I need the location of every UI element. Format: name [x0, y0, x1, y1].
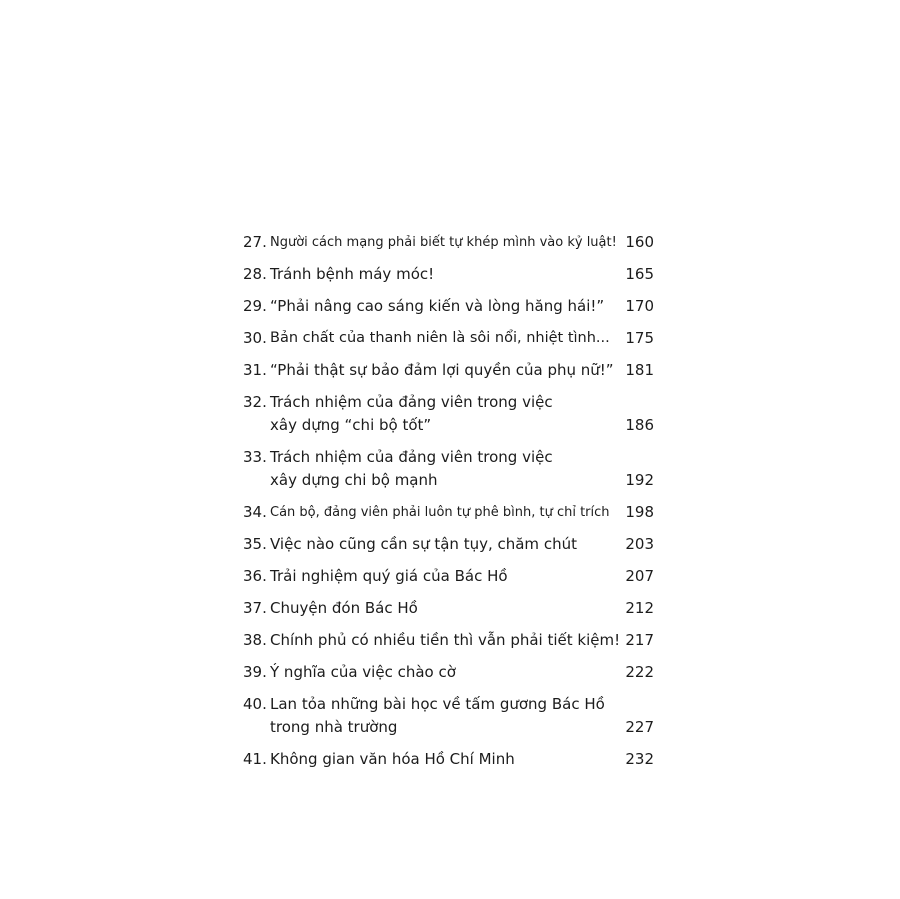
entry-page-number: 232: [625, 750, 654, 768]
toc-entry: [243, 565, 654, 597]
entry-title-line: trong nhà trường: [270, 718, 398, 736]
entry-page-number: 192: [625, 471, 654, 489]
toc-entry: [243, 391, 654, 446]
entry-title-line: Trách nhiệm của đảng viên trong việc: [270, 393, 553, 411]
entry-number: 36.: [243, 567, 267, 585]
toc-entry: [243, 446, 654, 501]
entry-title: [270, 295, 620, 318]
entry-title: [270, 533, 620, 556]
entry-page-number: 160: [625, 233, 654, 251]
entry-page-number: 217: [625, 631, 654, 649]
toc-entry: [243, 501, 654, 533]
toc-entry: [243, 327, 654, 359]
entry-page-number: 181: [625, 361, 654, 379]
entry-title: [270, 748, 620, 771]
entry-title: [270, 597, 620, 620]
entry-number: 29.: [243, 297, 267, 315]
entry-title: [270, 629, 620, 652]
entry-number: 30.: [243, 329, 267, 347]
entry-title-line: Bản chất của thanh niên là sôi nổi, nhiệt tình...: [270, 330, 610, 346]
entry-title-line: Ý nghĩa của việc chào cờ: [270, 663, 456, 681]
entry-page-number: 170: [625, 297, 654, 315]
entry-title-line: xây dựng “chi bộ tốt”: [270, 416, 432, 434]
entry-title: [270, 565, 620, 588]
entry-number: 41.: [243, 750, 267, 768]
toc-entry: [243, 693, 654, 748]
entry-title-line: Việc nào cũng cần sự tận tụy, chăm chút: [270, 535, 577, 553]
entry-page-number: 207: [625, 567, 654, 585]
entry-page-number: 198: [625, 503, 654, 521]
entry-number: 37.: [243, 599, 267, 617]
entry-title: [270, 327, 620, 350]
entry-title: [270, 263, 620, 286]
entry-title: [270, 231, 620, 254]
table-of-contents: [243, 231, 654, 780]
entry-title: [270, 391, 620, 437]
entry-title: [270, 359, 620, 382]
entry-number: 38.: [243, 631, 267, 649]
entry-title-line: xây dựng chi bộ mạnh: [270, 471, 438, 489]
entry-title-line: Tránh bệnh máy móc!: [270, 265, 435, 283]
entry-page-number: 222: [625, 663, 654, 681]
entry-title: [270, 501, 620, 524]
entry-title-line: Cán bộ, đảng viên phải luôn tự phê bình, tự chỉ trích: [270, 505, 610, 520]
entry-number: 34.: [243, 503, 267, 521]
toc-entry: [243, 597, 654, 629]
toc-entry: [243, 629, 654, 661]
entry-title: [270, 446, 620, 492]
entry-title-line: “Phải nâng cao sáng kiến và lòng hăng hái!”: [270, 297, 605, 315]
toc-entry: [243, 359, 654, 391]
toc-entry: [243, 533, 654, 565]
entry-title-line: Người cách mạng phải biết tự khép mình vào kỷ luật!: [270, 235, 617, 250]
entry-page-number: 212: [625, 599, 654, 617]
entry-page-number: 175: [625, 329, 654, 347]
entry-title: [270, 693, 620, 739]
entry-number: 33.: [243, 448, 267, 466]
entry-title-line: Trải nghiệm quý giá của Bác Hồ: [270, 567, 508, 585]
toc-entry: [243, 263, 654, 295]
entry-number: 28.: [243, 265, 267, 283]
entry-page-number: 203: [625, 535, 654, 553]
entry-title-line: Không gian văn hóa Hồ Chí Minh: [270, 750, 515, 768]
toc-entry: [243, 661, 654, 693]
entry-title: [270, 661, 620, 684]
entry-number: 27.: [243, 233, 267, 251]
toc-entry: [243, 231, 654, 263]
entry-number: 39.: [243, 663, 267, 681]
entry-number: 32.: [243, 393, 267, 411]
entry-title-line: Chuyện đón Bác Hồ: [270, 599, 418, 617]
entry-title-line: “Phải thật sự bảo đảm lợi quyền của phụ nữ!”: [270, 361, 614, 379]
toc-entry: [243, 295, 654, 327]
entry-title-line: Lan tỏa những bài học về tấm gương Bác Hồ: [270, 695, 605, 713]
entry-page-number: 186: [625, 416, 654, 434]
toc-entry: [243, 748, 654, 780]
entry-page-number: 165: [625, 265, 654, 283]
entry-number: 35.: [243, 535, 267, 553]
entry-title-line: Chính phủ có nhiều tiền thì vẫn phải tiết kiệm!: [270, 631, 621, 649]
entry-page-number: 227: [625, 718, 654, 736]
entry-number: 31.: [243, 361, 267, 379]
entry-title-line: Trách nhiệm của đảng viên trong việc: [270, 448, 553, 466]
entry-number: 40.: [243, 695, 267, 713]
